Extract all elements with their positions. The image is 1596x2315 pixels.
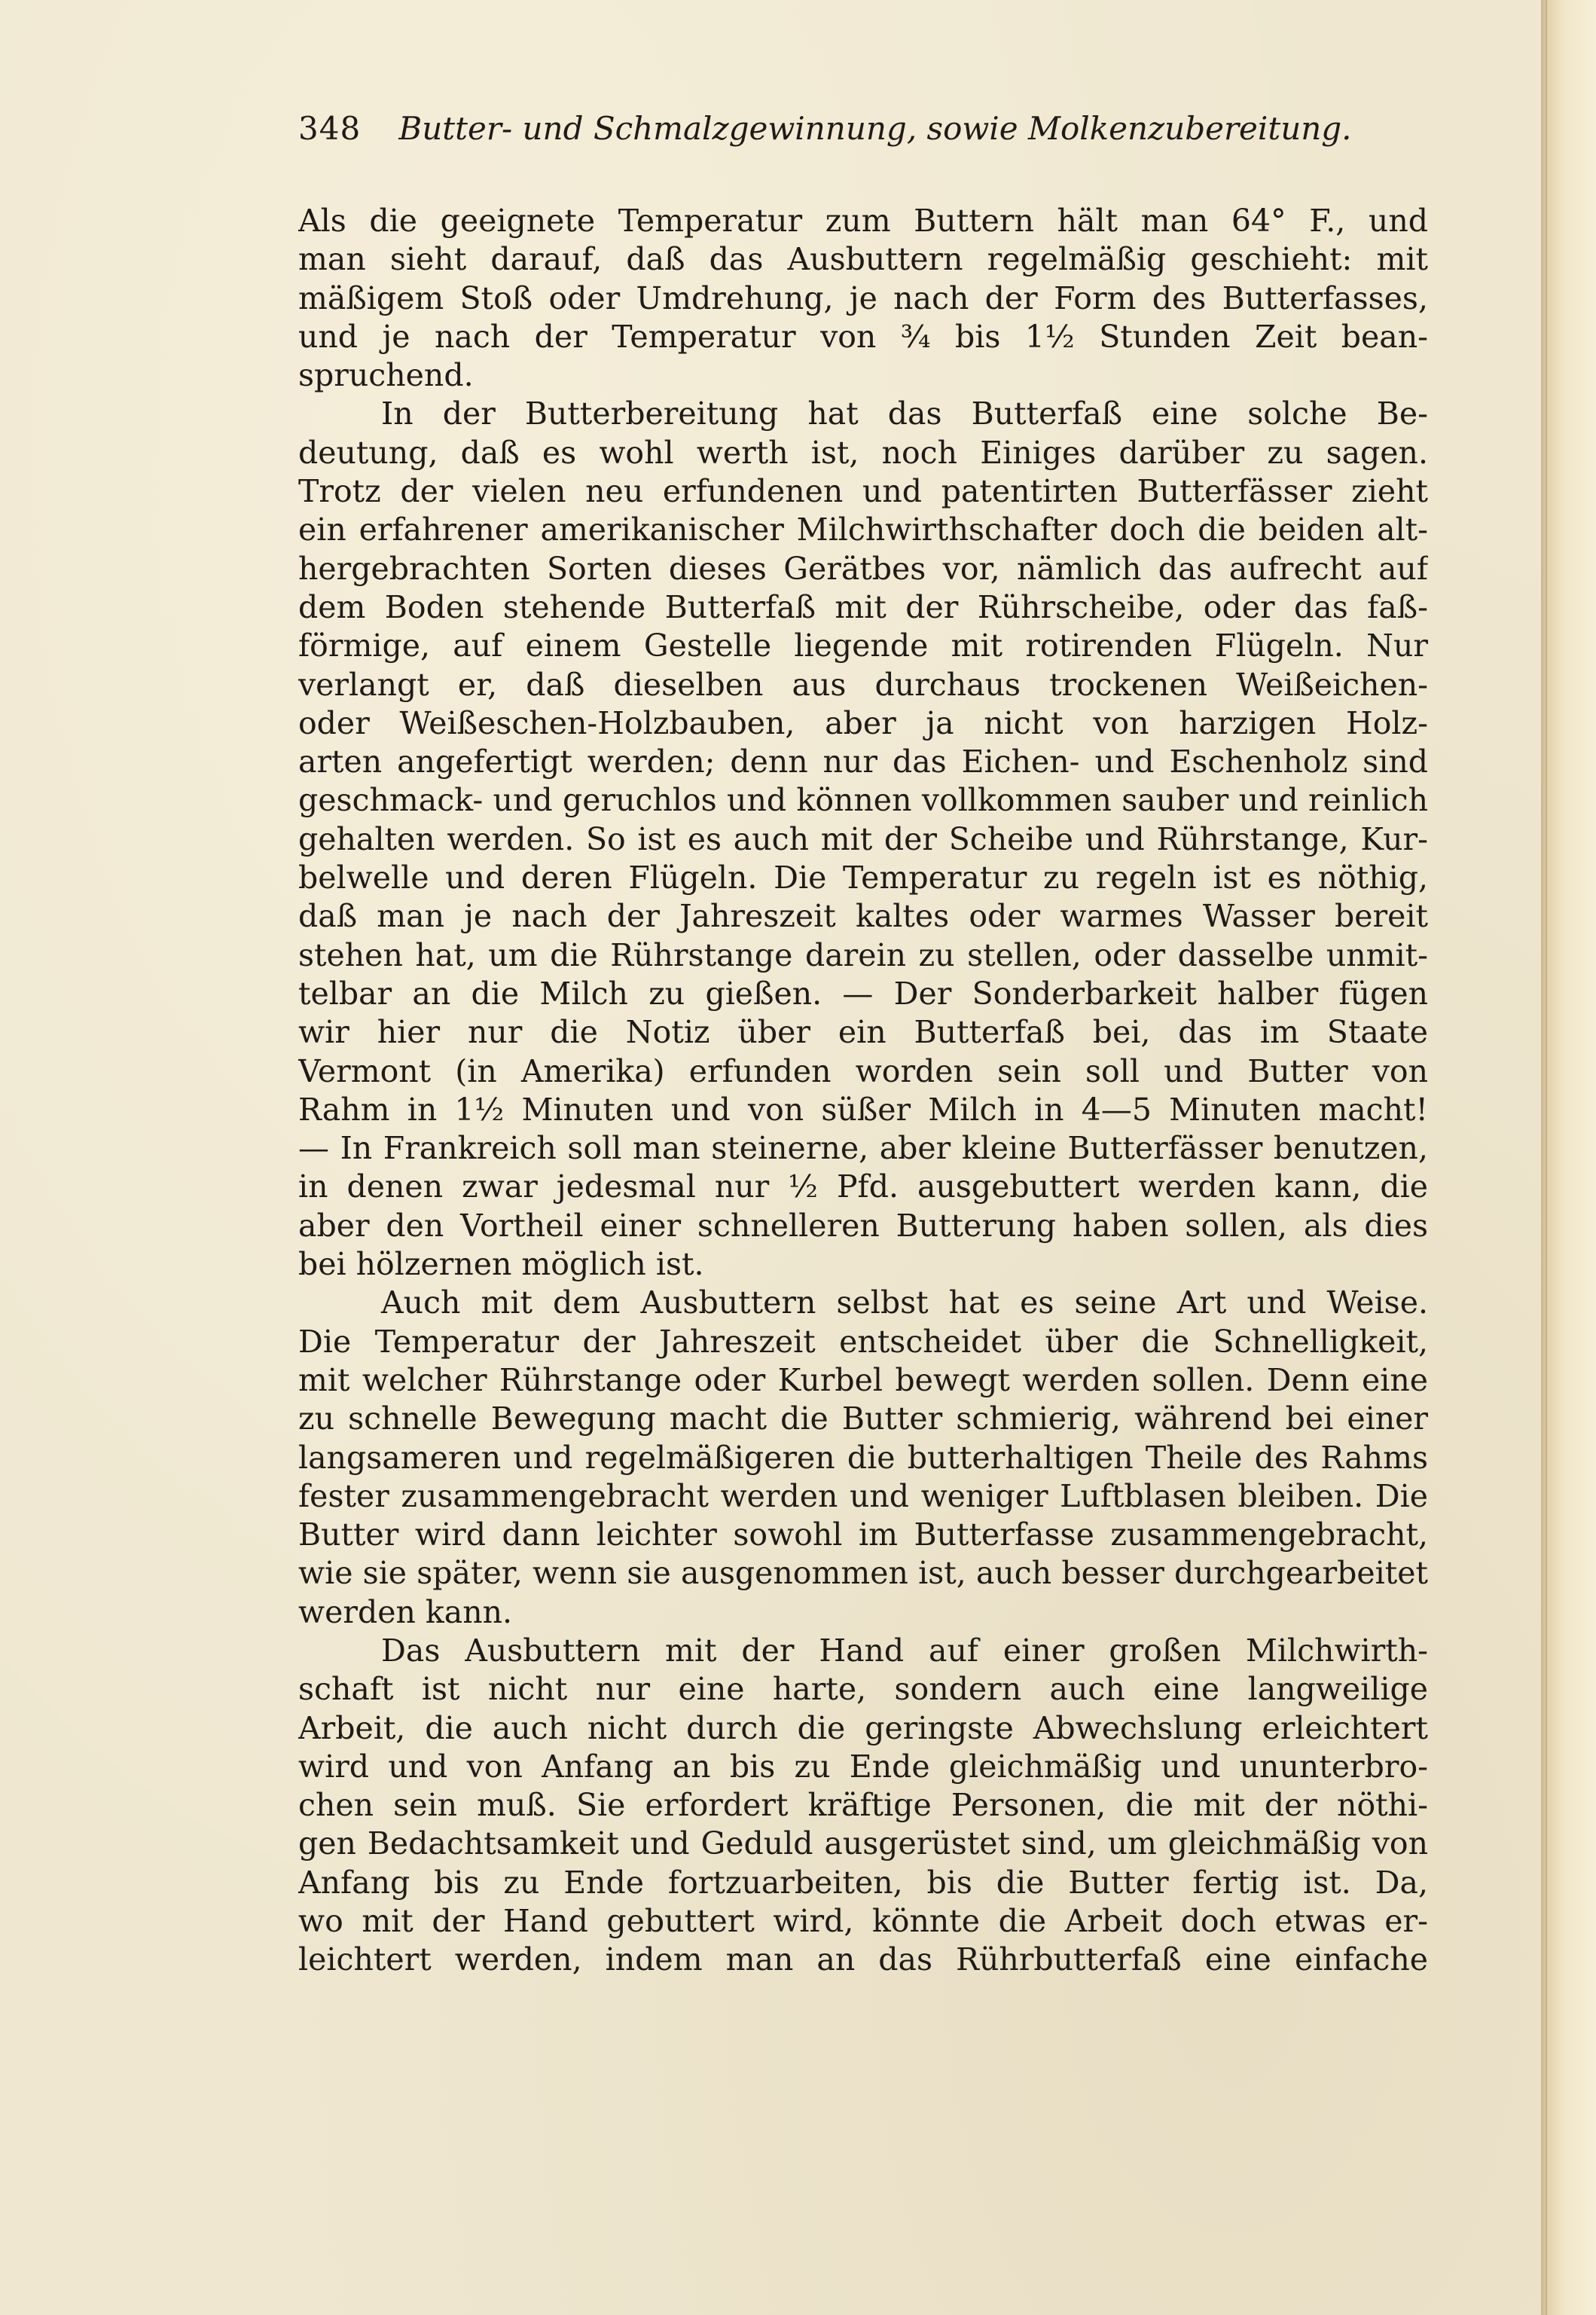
text-line: stehen hat, um die Rührstange darein zu stellen, oder dasselbe unmit- [298,936,1428,973]
running-title: Butter- und Schmalzgewinnung, sowie Molkenzubereitung. [398,110,1352,147]
text-line: dem Boden stehende Butterfaß mit der Rührscheibe, oder das faß- [298,588,1428,625]
text-line: wo mit der Hand gebuttert wird, könnte die Arbeit doch etwas er- [298,1903,1428,1940]
text-line: Vermont (in Amerika) erfunden worden sein soll und Butter von [298,1052,1428,1089]
text-line: spruchend. [298,357,474,394]
text-line: — In Frankreich soll man steinerne, aber kleine Butterfässer benutzen, [298,1130,1428,1167]
text-line: aber den Vortheil einer schnelleren Butterung haben sollen, als dies [298,1207,1428,1244]
text-line: leichtert werden, indem man an das Rührbutterfaß eine einfache [298,1941,1428,1978]
text-line: fester zusammengebracht werden und weniger Luftblasen bleiben. Die [298,1477,1428,1514]
text-line: Trotz der vielen neu erfundenen und patentirten Butterfässer zieht [298,473,1428,510]
text-line: wie sie später, wenn sie ausgenommen ist, auch besser durchgearbeitet [298,1555,1428,1592]
text-line: arten angefertigt werden; denn nur das Eichen- und Eschenholz sind [298,744,1428,780]
text-line: oder Weißeschen-Holzbauben, aber ja nicht von harzigen Holz- [298,704,1428,741]
text-line: mäßigem Stoß oder Umdrehung, je nach der Form des Butterfasses, [298,279,1428,316]
text-line: hergebrachten Sorten dieses Gerätbes vor, nämlich das aufrecht auf [298,550,1428,587]
text-line: langsameren und regelmäßigeren die butterhaltigen Theile des Rahms [298,1439,1428,1476]
text-line: Die Temperatur der Jahreszeit entscheidet über die Schnelligkeit, [298,1323,1428,1360]
text-line: Auch mit dem Ausbuttern selbst hat es seine Art und Weise. [381,1284,1428,1321]
text-line: förmige, auf einem Gestelle liegende mit rotirenden Flügeln. Nur [298,628,1428,664]
text-line: telbar an die Milch zu gießen. — Der Sonderbarkeit halber fügen [298,975,1428,1012]
page-header [298,110,1352,170]
text-line: daß man je nach der Jahreszeit kaltes oder warmes Wasser bereit [298,898,1428,935]
text-line: geschmack- und geruchlos und können vollkommen sauber und reinlich [298,782,1428,819]
text-line: chen sein muß. Sie erfordert kräftige Personen, die mit der nöthi- [298,1787,1428,1824]
text-line: mit welcher Rührstange oder Kurbel bewegt werden sollen. Denn eine [298,1361,1428,1398]
text-line: Arbeit, die auch nicht durch die geringste Abwechslung erleichtert [298,1709,1428,1746]
text-line: in denen zwar jedesmal nur ½ Pfd. ausgebuttert werden kann, die [298,1168,1428,1205]
page-number: 348 [298,110,362,147]
text-line: In der Butterbereitung hat das Butterfaß eine solche Be- [381,396,1428,432]
text-line: Anfang bis zu Ende fortzuarbeiten, bis die Butter fertig ist. Da, [298,1864,1428,1901]
text-line: wir hier nur die Notiz über ein Butterfaß bei, das im Staate [298,1014,1428,1051]
text-line: zu schnelle Bewegung macht die Butter schmierig, während bei einer [298,1400,1428,1437]
body-text [298,202,1428,1980]
gutter-line [1546,0,1547,2315]
text-line: Rahm in 1½ Minuten und von süßer Milch in 4—5 Minuten macht! [298,1091,1428,1128]
text-line: Das Ausbuttern mit der Hand auf einer großen Milchwirth- [381,1632,1428,1669]
text-line: werden kann. [298,1593,513,1630]
text-line: ein erfahrener amerikanischer Milchwirthschafter doch die beiden alt- [298,512,1428,548]
text-line: Als die geeignete Temperatur zum Buttern hält man 64° F., und [298,203,1428,239]
text-line: deutung, daß es wohl werth ist, noch Einiges darüber zu sagen. [298,434,1428,471]
text-line: gehalten werden. So ist es auch mit der Scheibe und Rührstange, Kur- [298,820,1428,857]
text-line: man sieht darauf, daß das Ausbuttern regelmäßig geschieht: mit [298,241,1428,278]
text-line: verlangt er, daß dieselben aus durchaus trockenen Weißeichen- [298,666,1428,703]
text-line: belwelle und deren Flügeln. Die Temperatur zu regeln ist es nöthig, [298,860,1428,896]
text-line: und je nach der Temperatur von ¾ bis 1½ Stunden Zeit bean- [298,318,1428,355]
text-line: gen Bedachtsamkeit und Geduld ausgerüstet sind, um gleichmäßig von [298,1825,1428,1862]
text-line: Butter wird dann leichter sowohl im Butterfasse zusammengebracht, [298,1516,1428,1553]
text-line: wird und von Anfang an bis zu Ende gleichmäßig und ununterbro- [298,1748,1428,1785]
text-line: schaft ist nicht nur eine harte, sondern auch eine langweilige [298,1671,1428,1708]
text-line: bei hölzernen möglich ist. [298,1246,704,1283]
page-edge [1541,0,1596,2315]
